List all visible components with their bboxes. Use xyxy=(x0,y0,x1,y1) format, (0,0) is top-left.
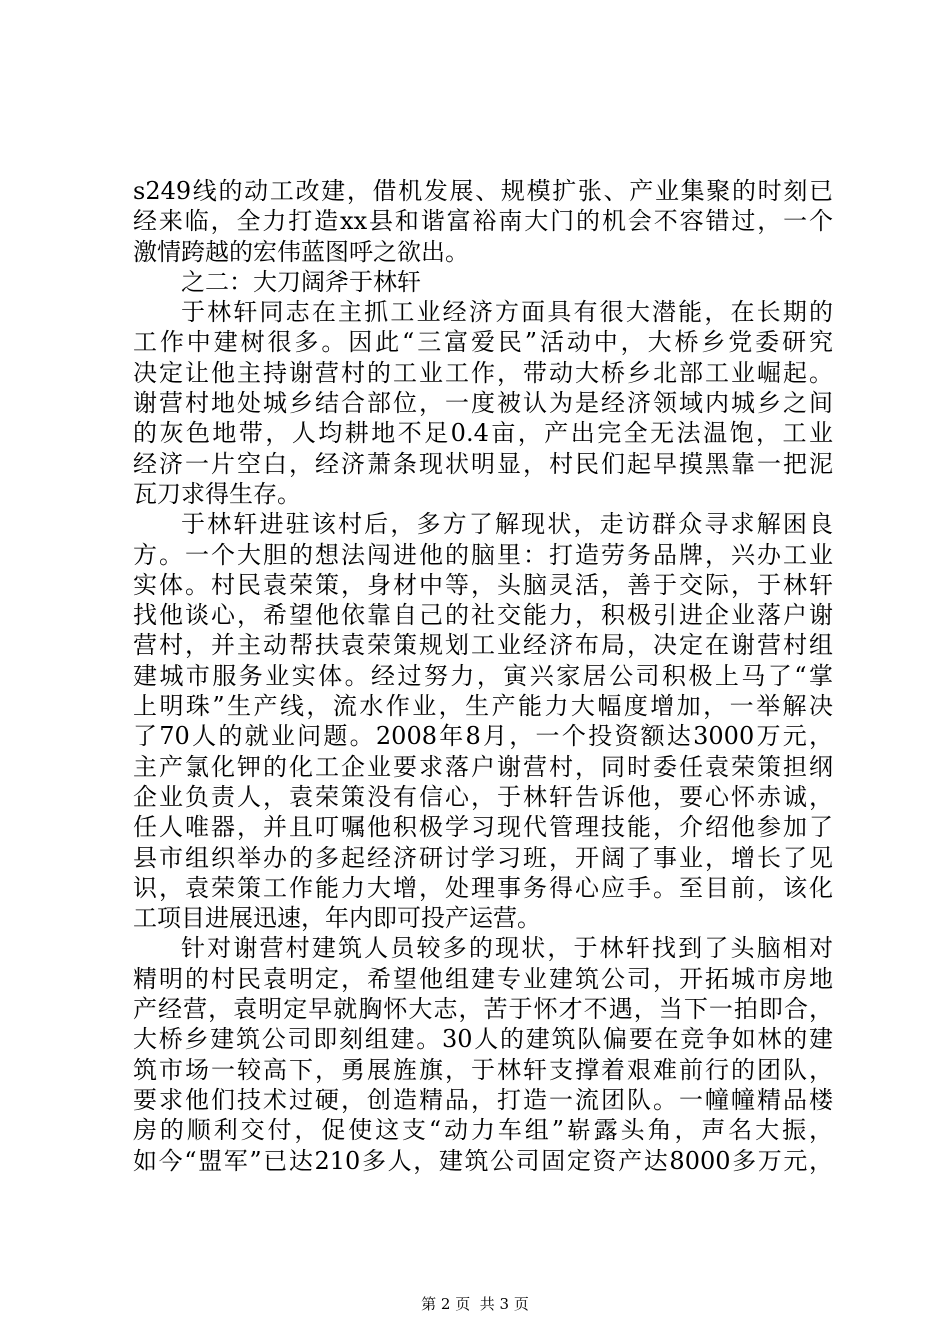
text-line: 筑市场一较高下，勇展旌旗，于林轩支撑着艰难前行的团队， xyxy=(133,1055,833,1084)
text-line: 实体。村民袁荣策，身材中等，头脑灵活，善于交际，于林轩 xyxy=(133,570,833,599)
text-line: 要求他们技术过硬，创造精品，打造一流团队。一幢幢精品楼 xyxy=(133,1085,833,1114)
text-line: 产经营，袁明定早就胸怀大志，苦于怀才不遇，当下一拍即合， xyxy=(133,995,833,1024)
text-line: 之二：大刀阔斧于林轩 xyxy=(181,267,421,296)
text-line: 瓦刀求得生存。 xyxy=(133,479,301,508)
text-line: 激情跨越的宏伟蓝图呼之欲出。 xyxy=(133,237,469,266)
text-line: 决定让他主持谢营村的工业工作，带动大桥乡北部工业崛起。 xyxy=(133,358,833,387)
text-line: s249线的动工改建，借机发展、规模扩张、产业集聚的时刻已 xyxy=(133,177,833,205)
text-line: 识，袁荣策工作能力大增，处理事务得心应手。至目前，该化 xyxy=(133,873,833,902)
text-line: 建城市服务业实体。经过努力，寅兴家居公司积极上马了“掌 xyxy=(133,661,833,690)
text-line: 于林轩进驻该村后，多方了解现状，走访群众寻求解困良 xyxy=(181,510,833,539)
text-line: 主产氯化钾的化工企业要求落户谢营村，同时委任袁荣策担纲 xyxy=(133,752,833,781)
text-line: 谢营村地处城乡结合部位，一度被认为是经济领域内城乡之间 xyxy=(133,389,833,418)
text-line: 上明珠”生产线，流水作业，生产能力大幅度增加，一举解决 xyxy=(133,692,833,721)
text-line: 方。一个大胆的想法闯进他的脑里：打造劳务品牌，兴办工业 xyxy=(133,540,833,569)
text-line: 工作中建树很多。因此“三富爱民”活动中，大桥乡党委研究 xyxy=(133,328,833,357)
text-line: 找他谈心，希望他依靠自己的社交能力，积极引进企业落户谢 xyxy=(133,601,833,630)
text-line: 任人唯器，并且叮嘱他积极学习现代管理技能，介绍他参加了 xyxy=(133,813,833,842)
text-line: 的灰色地带，人均耕地不足0.4亩，产出完全无法温饱，工业 xyxy=(133,419,833,448)
page-footer: 第 2 页 共 3 页 xyxy=(421,1295,529,1313)
text-line: 针对谢营村建筑人员较多的现状，于林轩找到了头脑相对 xyxy=(181,934,833,963)
text-line: 于林轩同志在主抓工业经济方面具有很大潜能，在长期的 xyxy=(181,298,833,327)
text-line: 如今“盟军”已达210多人，建筑公司固定资产达8000多万元， xyxy=(133,1146,833,1175)
text-line: 营村，并主动帮扶袁荣策规划工业经济布局，决定在谢营村组 xyxy=(133,631,833,660)
text-line: 了70人的就业问题。2008年8月，一个投资额达3000万元， xyxy=(133,722,833,751)
text-line: 经济一片空白，经济萧条现状明显，村民们起早摸黑靠一把泥 xyxy=(133,449,833,478)
text-line: 企业负责人，袁荣策没有信心，于林轩告诉他，要心怀赤诚， xyxy=(133,782,833,811)
text-line: 工项目进展迅速，年内即可投产运营。 xyxy=(133,904,541,933)
text-line: 房的顺利交付，促使这支“动力车组”崭露头角，声名大振， xyxy=(133,1116,833,1145)
document-body xyxy=(133,176,833,1176)
text-line: 精明的村民袁明定，希望他组建专业建筑公司，开拓城市房地 xyxy=(133,964,833,993)
text-line: 经来临，全力打造xx县和谐富裕南大门的机会不容错过，一个 xyxy=(133,207,833,236)
text-line: 县市组织举办的多起经济研讨学习班，开阔了事业，增长了见 xyxy=(133,843,833,872)
text-line: 大桥乡建筑公司即刻组建。30人的建筑队偏要在竞争如林的建 xyxy=(133,1025,833,1054)
